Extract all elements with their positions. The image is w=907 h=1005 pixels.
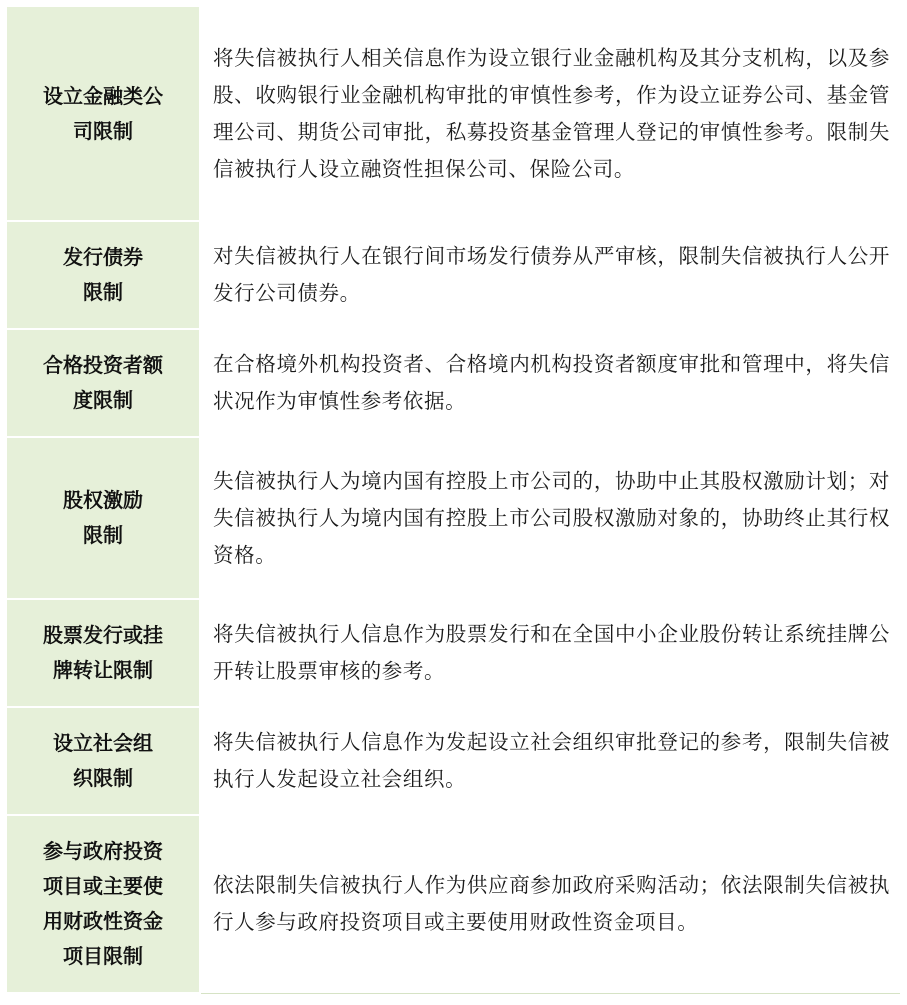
row-label: 合格投资者额度限制 xyxy=(43,353,163,412)
row-content: 依法限制失信被执行人作为供应商参加政府采购活动；依法限制失信被执行人参与政府投资项目或主要使用财政性资金项目。 xyxy=(213,873,890,935)
row-label-cell xyxy=(6,221,200,329)
row-content: 将失信被执行人信息作为发起设立社会组织审批登记的参考，限制失信被执行人发起设立社会组织。 xyxy=(213,730,890,791)
row-label-cell xyxy=(6,707,200,815)
row-label: 发行债券限制 xyxy=(63,245,143,304)
table-row xyxy=(6,815,901,993)
row-label-cell xyxy=(6,329,200,437)
row-label-cell xyxy=(6,815,200,993)
row-content: 将失信被执行人信息作为股票发行和在全国中小企业股份转让系统挂牌公开转让股票审核的参考。 xyxy=(213,622,890,683)
row-content-cell xyxy=(200,6,901,221)
row-content: 失信被执行人为境内国有控股上市公司的，协助中止其股权激励计划；对失信被执行人为境内国有控股上市公司股权激励对象的，协助终止其行权资格。 xyxy=(213,468,890,567)
table-row xyxy=(6,437,901,599)
row-content-cell xyxy=(200,599,901,707)
row-content: 在合格境外机构投资者、合格境内机构投资者额度审批和管理中，将失信状况作为审慎性参考依据。 xyxy=(213,352,890,413)
table-row xyxy=(6,599,901,707)
row-label-cell xyxy=(6,6,200,221)
table-row xyxy=(6,329,901,437)
row-label: 股票发行或挂牌转让限制 xyxy=(43,623,163,682)
table-row xyxy=(6,221,901,329)
table-row xyxy=(6,6,901,221)
restrictions-table xyxy=(5,5,902,994)
row-label: 设立社会组织限制 xyxy=(53,731,153,790)
row-label: 设立金融类公司限制 xyxy=(43,83,163,143)
row-content-cell xyxy=(200,437,901,599)
row-label: 参与政府投资项目或主要使用财政性资金项目限制 xyxy=(43,839,163,968)
row-content-cell xyxy=(200,707,901,815)
row-label: 股权激励限制 xyxy=(63,488,143,547)
row-content-cell xyxy=(200,815,901,993)
table-row xyxy=(6,707,901,815)
row-label-cell xyxy=(6,599,200,707)
row-content-cell xyxy=(200,221,901,329)
row-content-cell xyxy=(200,329,901,437)
row-content: 对失信被执行人在银行间市场发行债券从严审核，限制失信被执行人公开发行公司债券。 xyxy=(213,244,890,305)
row-label-cell xyxy=(6,437,200,599)
row-content: 将失信被执行人相关信息作为设立银行业金融机构及其分支机构，以及参股、收购银行业金融机构审批的审慎性参考，作为设立证券公司、基金管理公司、期货公司审批，私募投资基金管理人登记的审慎性参考。限制失信被执行人设立融资性担保公司、保险公司。 xyxy=(213,45,890,181)
